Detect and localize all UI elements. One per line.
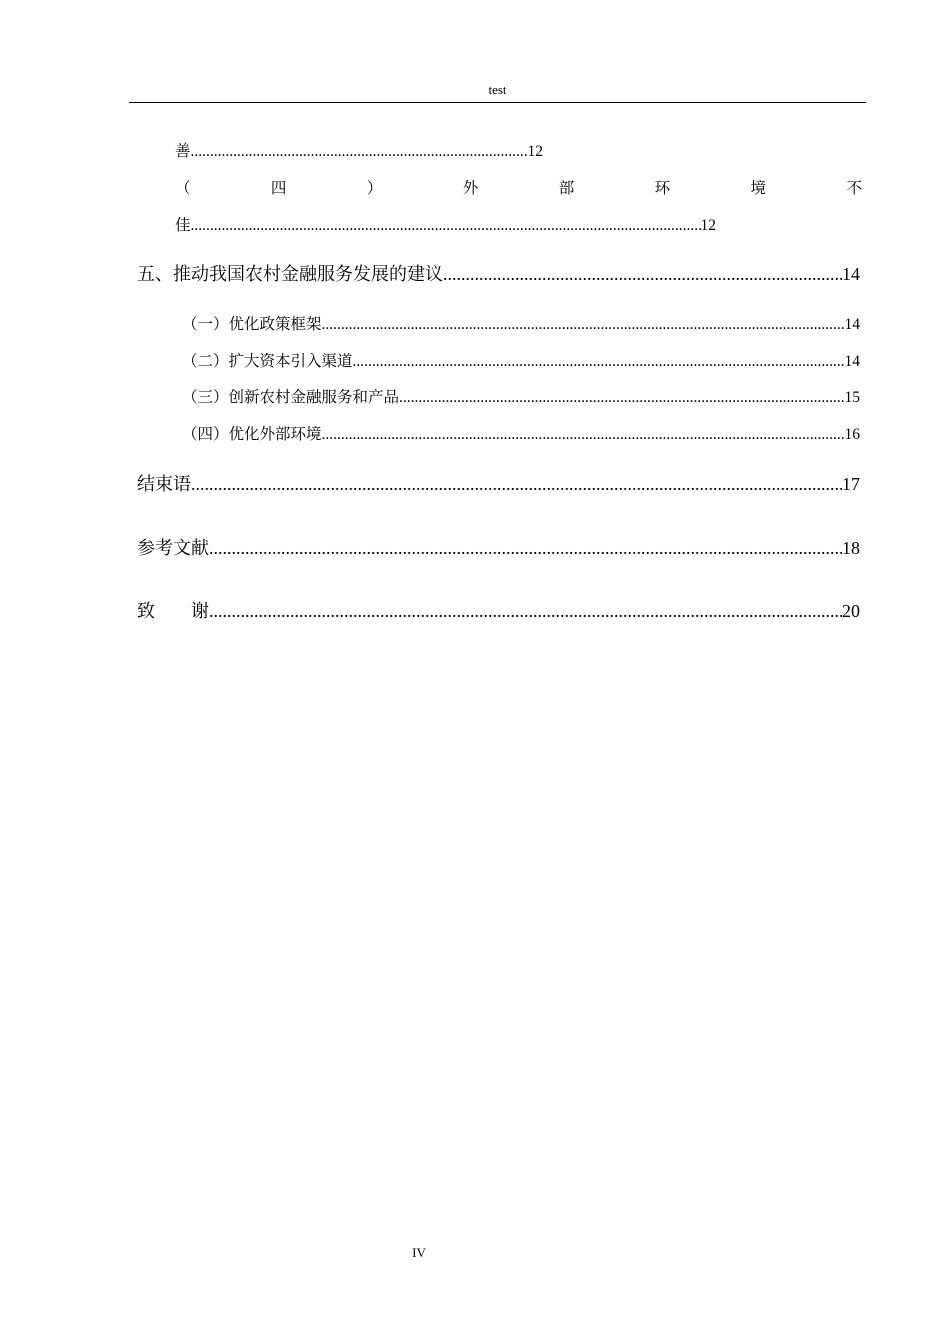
toc-spread-char: 部 <box>558 179 575 197</box>
toc-entry-text: 善 <box>175 142 191 160</box>
toc-entry-title: （一）优化政策框架 <box>182 315 322 333</box>
toc-page-number: 14 <box>844 353 860 370</box>
toc-entry-level2[interactable] <box>182 422 860 444</box>
toc-entry-title: 参考文献 <box>137 538 209 559</box>
toc-continued-line-2 <box>175 176 862 198</box>
toc-page-number: 17 <box>842 474 860 494</box>
toc-entry-level2[interactable] <box>182 385 860 407</box>
toc-continued-line-3[interactable] <box>175 213 716 235</box>
toc-entry-title: （四）优化外部环境 <box>182 425 322 443</box>
toc-entry-level1[interactable] <box>137 534 860 560</box>
toc-spread-char: （ <box>175 179 191 197</box>
toc-entry-title: 致 谢 <box>137 601 209 622</box>
toc-entry-level2[interactable] <box>182 312 860 334</box>
toc-continued-line-1[interactable] <box>175 139 543 161</box>
toc-page-number: 16 <box>844 426 860 443</box>
toc-page-number: 14 <box>842 264 860 284</box>
toc-leader-dots <box>191 217 701 235</box>
toc-entry-title: 结束语 <box>137 474 191 495</box>
toc-page-number: 12 <box>527 143 543 160</box>
toc-page-number: 20 <box>842 601 860 621</box>
toc-entry-level2[interactable] <box>182 349 860 371</box>
toc-leader-dots <box>209 538 842 559</box>
toc-leader-dots <box>399 389 844 407</box>
header-rule <box>129 102 866 103</box>
toc-leader-dots <box>209 601 842 622</box>
toc-entry-level1[interactable] <box>137 597 860 623</box>
toc-entry-title: （二）扩大资本引入渠道 <box>182 352 353 370</box>
toc-spread-char: 外 <box>462 179 479 197</box>
toc-entry-level1[interactable] <box>137 260 860 286</box>
toc-leader-dots <box>191 143 528 161</box>
toc-leader-dots <box>322 426 845 444</box>
toc-leader-dots <box>322 316 845 334</box>
toc-page-number: 12 <box>700 217 716 234</box>
toc-leader-dots <box>443 264 842 285</box>
toc-entry-text: 佳 <box>175 216 191 234</box>
toc-leader-dots <box>353 353 845 371</box>
toc-page-number: 14 <box>844 316 860 333</box>
toc-spread-char: 环 <box>654 179 671 197</box>
toc-leader-dots <box>191 474 842 495</box>
toc-spread-char: 四 <box>270 179 287 197</box>
toc-spread-char: 境 <box>750 179 767 197</box>
toc-entry-title: （三）创新农村金融服务和产品 <box>182 388 400 406</box>
page-header-text: test <box>488 82 507 97</box>
toc-page-number: 18 <box>842 538 860 558</box>
toc-spread-char: 不 <box>846 179 862 197</box>
toc-spread-char: ） <box>366 179 383 197</box>
toc-page-number: 15 <box>844 389 860 406</box>
page-footer-number: IV <box>412 1245 426 1260</box>
toc-entry-title: 五、推动我国农村金融服务发展的建议 <box>137 264 443 285</box>
toc-entry-level1[interactable] <box>137 470 860 496</box>
